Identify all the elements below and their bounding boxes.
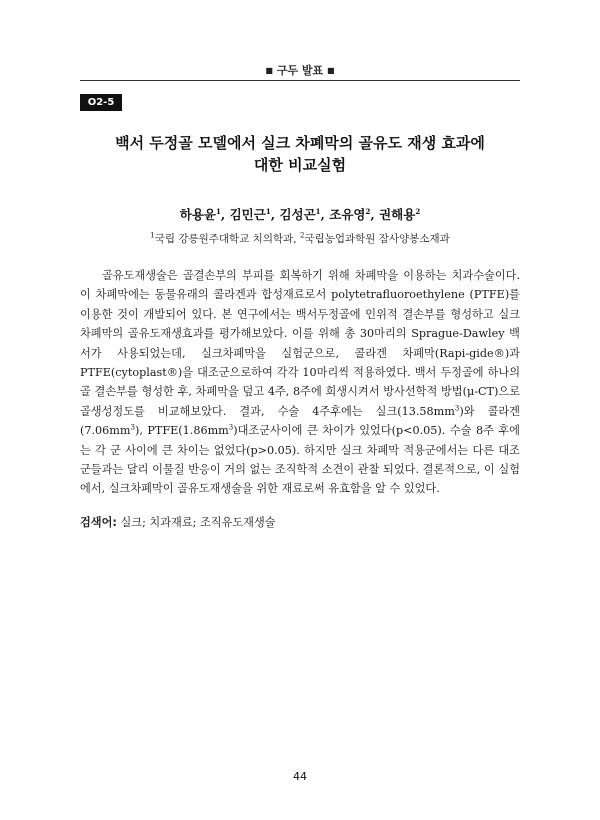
section-header	[0, 62, 600, 78]
affiliations: $^1$국립 강릉원주대학교 치의학과, $^2$국립농업과학원 잠사양봉소재과	[150, 231, 450, 245]
title-line: 대한 비교실험	[253, 156, 347, 174]
header-rule	[80, 80, 520, 81]
keywords-label: 검색어:	[80, 516, 117, 529]
abstract-body: 골유도재생술은 골결손부의 부피를 회복하기 위해 차폐막을 이용하는 치과수술이다. 이 차폐막에는 동물유래의 콜라겐과 합성재료로서 polytetrafluoroethylene (PTFE)를 이용한 것이 개발되어 있다. 본 연구에서는 백서두정골에 인위적 결손부를 형성하고 실크 차폐막의 골유도재생효과를 평가해보았다. 이를 위해 총 30마리의 Sprague-Dawley 백서가 사용되었는데, 실크차폐막을 실험군으로, 콜라겐 차폐막(Rapi-gide®)과 PTFE(cytoplast®)을 대조군으로하여 각각 10마리씩 적용하였다. 백서 두정골에 하나의 골 결손부를 형성한 후, 차폐막을 덮고 4주, 8주에 희생시켜서 방사선학적 방법(μ-CT)으로 골생성정도를 비교해보았다. 결과, 수술 4주후에는 실크$(13.58mm^3)$와 콜라겐$(7.06mm^3)$, $PTFE(1.86mm^3)$대조군사이에 큰 차이가 있었다(p<0.05). 수술 8주 후에는 각 군 사이에 큰 차이는 없었다(p>0.05). 하지만 실크 차폐막 적용군에서는 다른 대조군들과는 달리 이물질 반응이 거의 없는 조직학적 소견이 관찰 되었다. 결론적으로, 이 실험에서, 실크차폐막이 골유도재생술을 위한 재료로써 유효함을 알 수 있었다.	[80, 269, 520, 496]
square-bullet-icon: ■	[327, 66, 335, 75]
author: 권해용$^2$	[379, 206, 421, 222]
author: 김민근$^1$,	[229, 206, 280, 222]
abstract-id-badge: O2-5	[80, 94, 122, 111]
paper-title	[80, 132, 520, 176]
keywords-text: 실크; 치과재료; 조직유도재생술	[116, 516, 276, 529]
author: 김성곤$^1$,	[279, 206, 330, 222]
author-list	[80, 205, 520, 223]
title-line: 백서 두정골 모델에서 실크 차폐막의 골유도 재생 효과에	[115, 134, 485, 152]
keywords	[80, 514, 520, 530]
page-number: 44	[293, 770, 307, 783]
author: 조유영$^2$,	[329, 206, 380, 222]
square-bullet-icon: ■	[265, 66, 273, 75]
author: 하용윤$^1$,	[179, 206, 230, 222]
section-title: 구두 발표	[276, 64, 324, 77]
